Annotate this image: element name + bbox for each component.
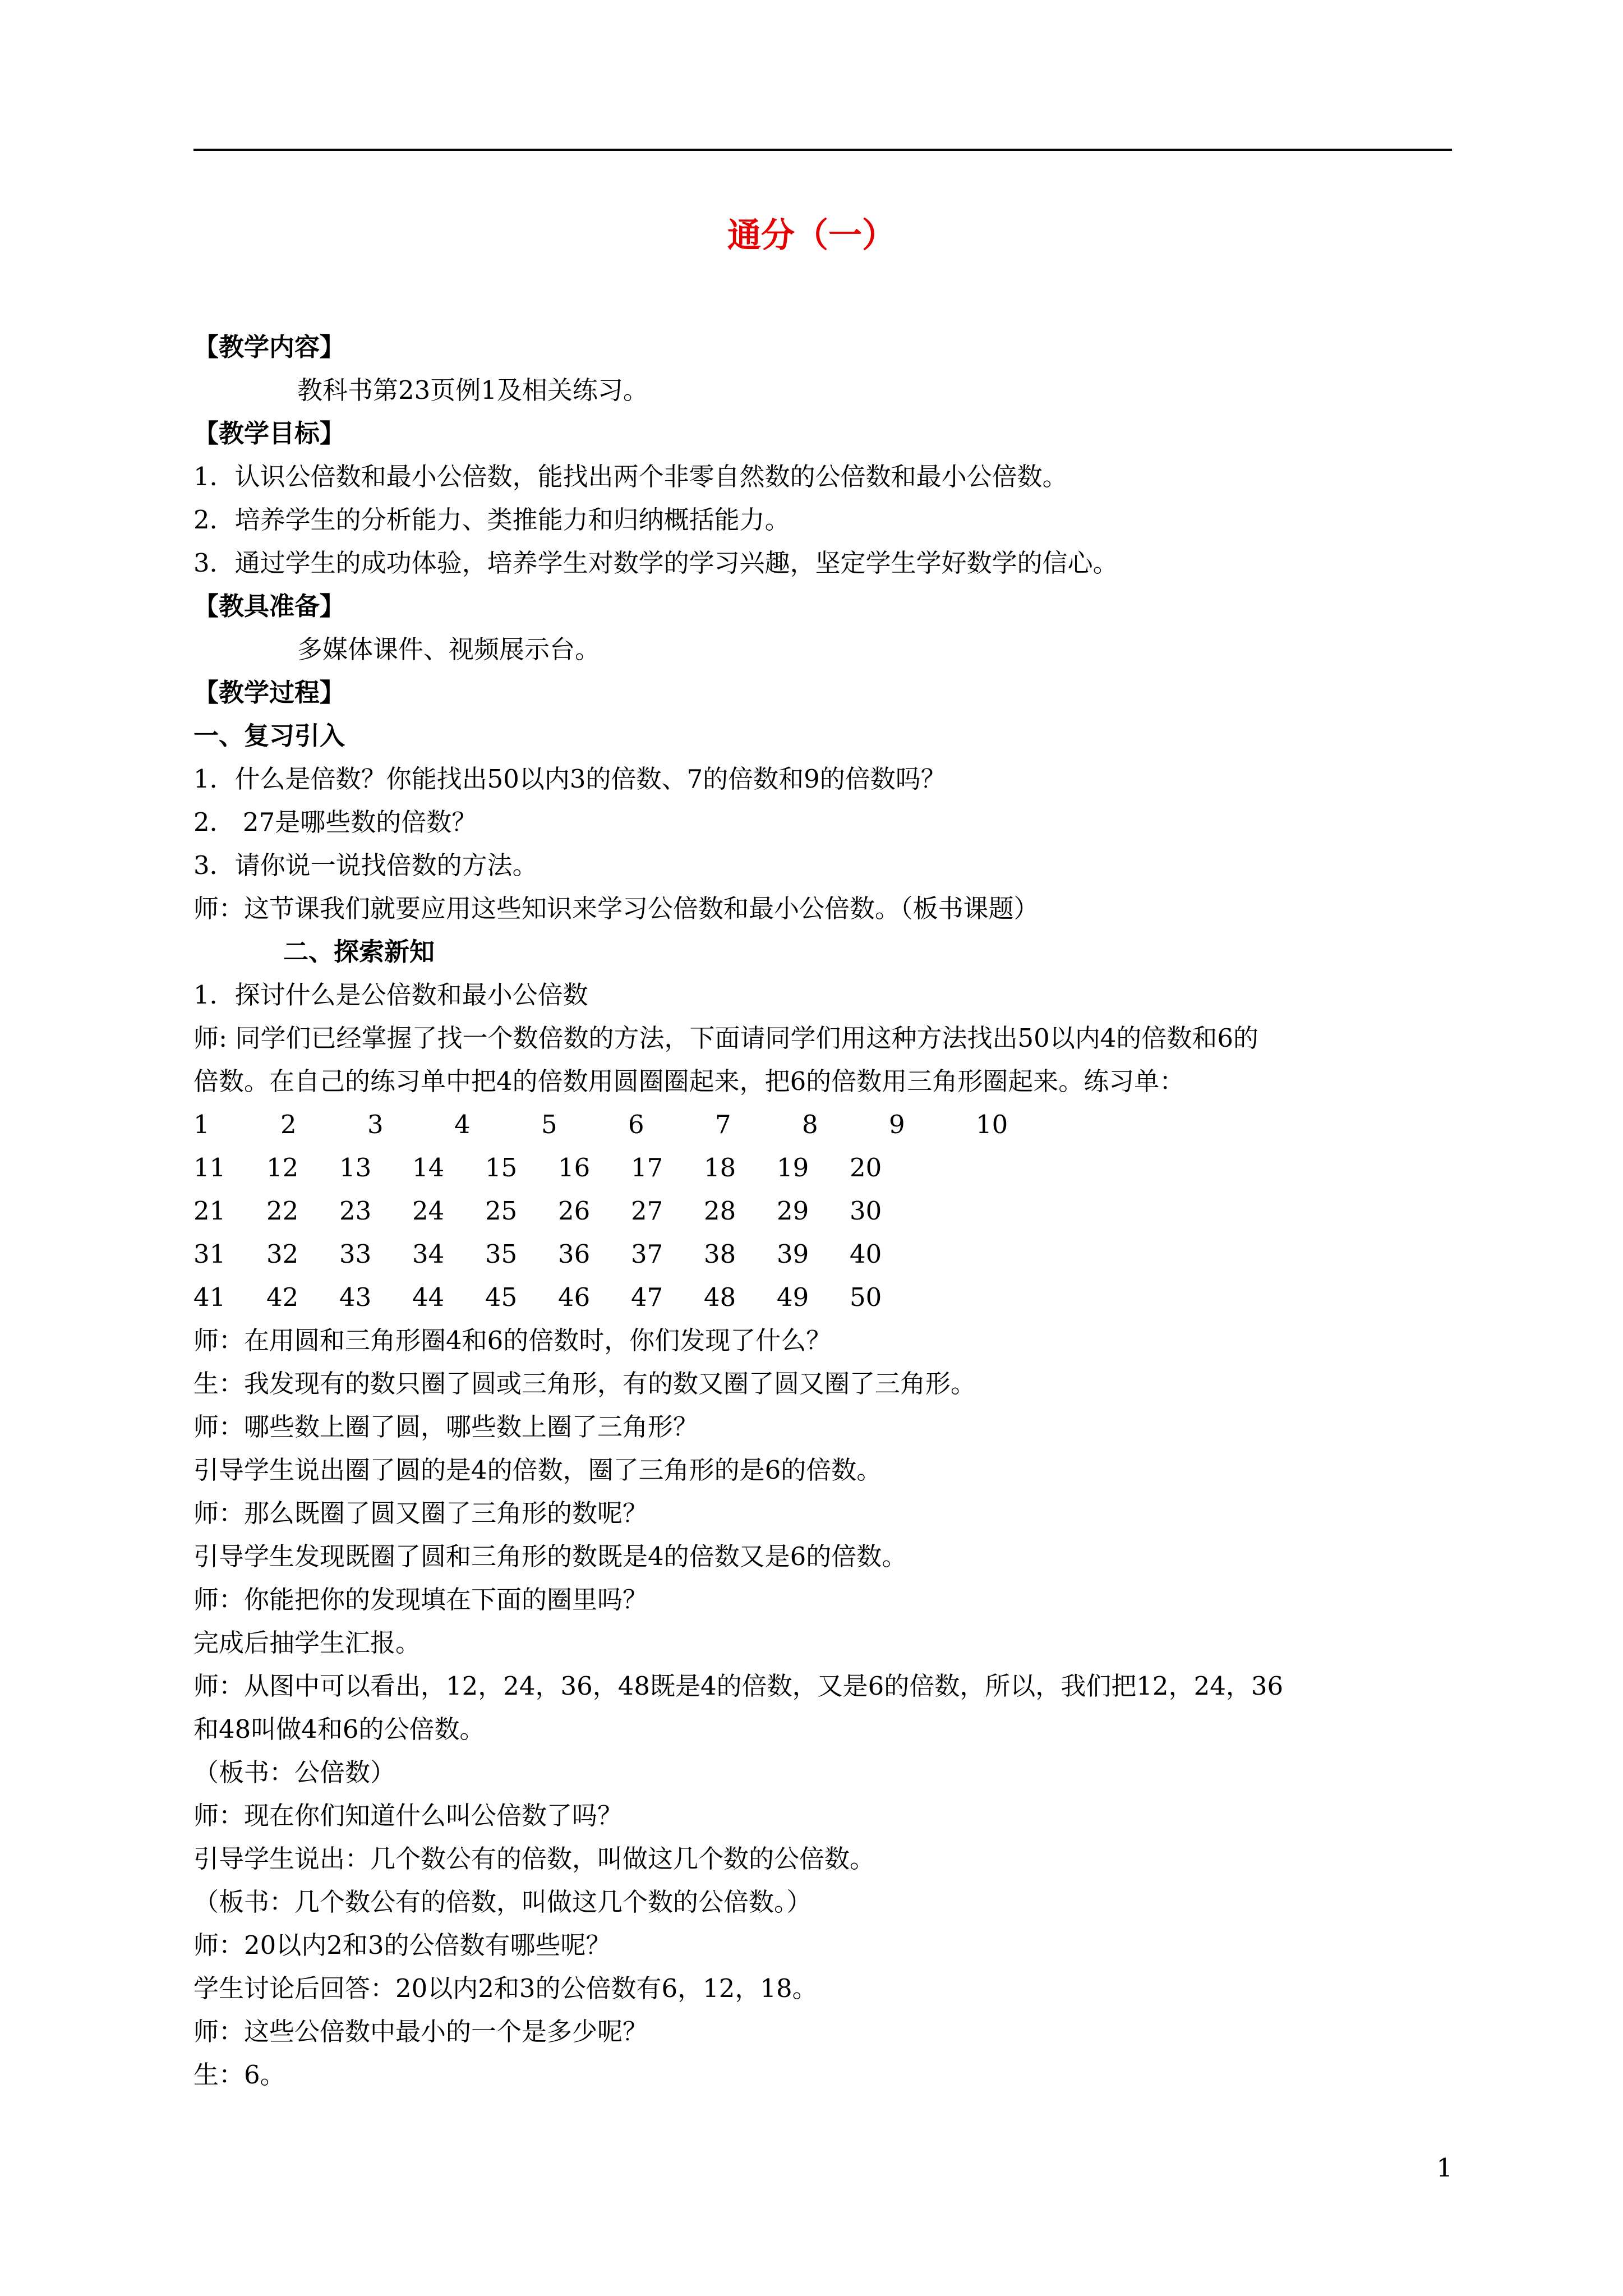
heading-teaching-content: 【教学内容】 bbox=[193, 332, 345, 362]
grid-number: 48 bbox=[704, 1282, 736, 1312]
dialogue-line: （板书：几个数公有的倍数，叫做这几个数的公倍数。） bbox=[193, 1887, 812, 1917]
grid-number: 4 bbox=[454, 1110, 471, 1139]
grid-number: 47 bbox=[631, 1282, 663, 1312]
grid-number: 22 bbox=[266, 1196, 299, 1226]
grid-number: 30 bbox=[850, 1196, 882, 1226]
grid-number: 37 bbox=[631, 1239, 663, 1269]
review-line: 2． 27是哪些数的倍数？ bbox=[193, 807, 477, 837]
goal-line: 1．认识公倍数和最小公倍数，能找出两个非零自然数的公倍数和最小公倍数。 bbox=[193, 462, 1068, 491]
grid-number: 28 bbox=[704, 1196, 736, 1226]
number-grid-row bbox=[193, 1103, 1452, 1146]
number-grid-row bbox=[193, 1189, 1452, 1232]
number-grid-row bbox=[193, 1276, 1452, 1319]
grid-number: 33 bbox=[339, 1239, 372, 1269]
heading-teaching-goals: 【教学目标】 bbox=[193, 418, 345, 448]
grid-number: 34 bbox=[412, 1239, 445, 1269]
grid-number: 13 bbox=[339, 1153, 372, 1182]
dialogue-line: 引导学生发现既圈了圆和三角形的数既是4的倍数又是6的倍数。 bbox=[193, 1542, 907, 1571]
dialogue-line: 和48叫做4和6的公倍数。 bbox=[193, 1714, 485, 1744]
grid-number: 9 bbox=[889, 1110, 905, 1139]
grid-number: 18 bbox=[704, 1153, 736, 1182]
dialogue-line: （板书：公倍数） bbox=[193, 1757, 396, 1787]
dialogue-line: 师：那么既圈了圆又圈了三角形的数呢？ bbox=[193, 1498, 648, 1528]
grid-number: 43 bbox=[339, 1282, 372, 1312]
grid-number: 12 bbox=[266, 1153, 299, 1182]
grid-number: 2 bbox=[280, 1110, 297, 1139]
grid-number: 15 bbox=[485, 1153, 518, 1182]
grid-number: 42 bbox=[266, 1282, 299, 1312]
grid-number: 26 bbox=[558, 1196, 591, 1226]
grid-number: 40 bbox=[850, 1239, 882, 1269]
grid-number: 7 bbox=[715, 1110, 731, 1139]
dialogue-line: 引导学生说出圈了圆的是4的倍数，圈了三角形的是6的倍数。 bbox=[193, 1455, 882, 1485]
grid-number: 24 bbox=[412, 1196, 445, 1226]
grid-number: 20 bbox=[850, 1153, 882, 1182]
grid-number: 1 bbox=[193, 1110, 210, 1139]
grid-number: 36 bbox=[558, 1239, 591, 1269]
grid-number: 50 bbox=[850, 1282, 882, 1312]
grid-number: 46 bbox=[558, 1282, 591, 1312]
number-grid-row bbox=[193, 1232, 1452, 1276]
grid-number: 32 bbox=[266, 1239, 299, 1269]
grid-number: 11 bbox=[193, 1153, 226, 1182]
goal-line: 3．通过学生的成功体验，培养学生对数学的学习兴趣，坚定学生学好数学的信心。 bbox=[193, 548, 1118, 578]
grid-number: 5 bbox=[541, 1110, 557, 1139]
teaching-tools-text: 多媒体课件、视频展示台。 bbox=[297, 634, 601, 664]
grid-number: 6 bbox=[628, 1110, 644, 1139]
grid-number: 29 bbox=[777, 1196, 809, 1226]
review-line: 3．请你说一说找倍数的方法。 bbox=[193, 850, 538, 880]
grid-number: 45 bbox=[485, 1282, 518, 1312]
explore-line: 倍数。在自己的练习单中把4的倍数用圆圈圈起来，把6的倍数用三角形圈起来。练习单： bbox=[193, 1066, 1185, 1096]
number-grid-row bbox=[193, 1146, 1452, 1189]
dialogue-line: 师：现在你们知道什么叫公倍数了吗？ bbox=[193, 1801, 623, 1830]
grid-number: 41 bbox=[193, 1282, 226, 1312]
dialogue-line: 师：20以内2和3的公倍数有哪些呢？ bbox=[193, 1930, 611, 1960]
document-body bbox=[193, 325, 1452, 2096]
grid-number: 8 bbox=[802, 1110, 818, 1139]
dialogue-line: 引导学生说出：几个数公有的倍数，叫做这几个数的公倍数。 bbox=[193, 1844, 875, 1874]
dialogue-line: 师：哪些数上圈了圆，哪些数上圈了三角形？ bbox=[193, 1412, 699, 1442]
dialogue-line: 师：你能把你的发现填在下面的圈里吗？ bbox=[193, 1585, 648, 1614]
grid-number: 16 bbox=[558, 1153, 591, 1182]
review-line: 1．什么是倍数？你能找出50以内3的倍数、7的倍数和9的倍数吗？ bbox=[193, 764, 946, 794]
dialogue-line: 师：这些公倍数中最小的一个是多少呢？ bbox=[193, 2017, 648, 2046]
dialogue-line: 师：从图中可以看出，12，24，36，48既是4的倍数，又是6的倍数，所以，我们把12，24，36 bbox=[193, 1671, 1284, 1701]
explore-line: 师: 同学们已经掌握了找一个数倍数的方法，下面请同学们用这种方法找出50以内4的倍数和6的 bbox=[193, 1023, 1258, 1053]
teaching-content-text: 教科书第23页例1及相关练习。 bbox=[297, 375, 648, 405]
heading-teaching-process: 【教学过程】 bbox=[193, 678, 345, 707]
page-number: 1 bbox=[1436, 2153, 1453, 2183]
grid-number: 44 bbox=[412, 1282, 445, 1312]
grid-number: 38 bbox=[704, 1239, 736, 1269]
grid-number: 21 bbox=[193, 1196, 226, 1226]
goal-line: 2．培养学生的分析能力、类推能力和归纳概括能力。 bbox=[193, 505, 790, 535]
grid-number: 3 bbox=[367, 1110, 384, 1139]
grid-number: 17 bbox=[631, 1153, 663, 1182]
header-rule bbox=[193, 149, 1452, 151]
dialogue-line: 完成后抽学生汇报。 bbox=[193, 1628, 421, 1658]
section-heading-explore: 二、探索新知 bbox=[283, 937, 435, 967]
grid-number: 14 bbox=[412, 1153, 445, 1182]
grid-number: 39 bbox=[777, 1239, 809, 1269]
dialogue-line: 生：我发现有的数只圈了圆或三角形，有的数又圈了圆又圈了三角形。 bbox=[193, 1369, 976, 1398]
grid-number: 27 bbox=[631, 1196, 663, 1226]
dialogue-line: 生：6。 bbox=[193, 2060, 285, 2090]
review-line: 师：这节课我们就要应用这些知识来学习公倍数和最小公倍数。（板书课题） bbox=[193, 894, 1039, 923]
page-title: 通分（一） bbox=[727, 216, 896, 255]
grid-number: 49 bbox=[777, 1282, 809, 1312]
grid-number: 31 bbox=[193, 1239, 226, 1269]
grid-number: 25 bbox=[485, 1196, 518, 1226]
dialogue-line: 师：在用圆和三角形圈4和6的倍数时，你们发现了什么？ bbox=[193, 1326, 832, 1355]
grid-number: 10 bbox=[976, 1110, 1008, 1139]
grid-number: 23 bbox=[339, 1196, 372, 1226]
grid-number: 19 bbox=[777, 1153, 809, 1182]
grid-number: 35 bbox=[485, 1239, 518, 1269]
dialogue-line: 学生讨论后回答：20以内2和3的公倍数有6，12，18。 bbox=[193, 1973, 818, 2003]
explore-line: 1．探讨什么是公倍数和最小公倍数 bbox=[193, 980, 588, 1010]
heading-teaching-tools: 【教具准备】 bbox=[193, 591, 345, 621]
section-heading-review: 一、复习引入 bbox=[193, 721, 345, 751]
